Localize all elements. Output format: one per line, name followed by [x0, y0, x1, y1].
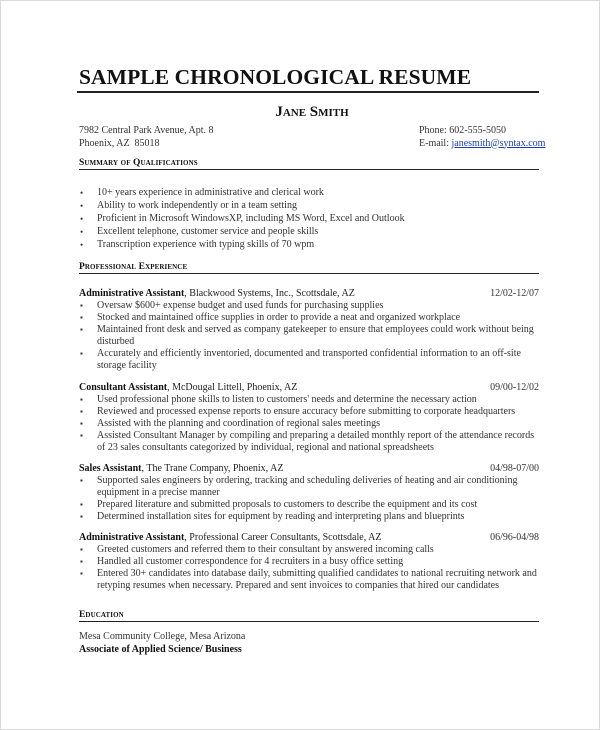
job-employer: , Blackwood Systems, Inc., Scottsdale, AZ: [184, 288, 355, 299]
job-bullet: ▪ Entered 30+ candidates into database daily, submitting qualified candidates to national recruiting network and retyping resumes when necessary. Prepared and sent invoices to companies that hired our candidates: [80, 568, 537, 591]
job-entry: [79, 531, 545, 592]
job-title: Sales Assistant: [79, 463, 142, 474]
bullet-icon: •: [80, 213, 84, 224]
phone-line: [419, 125, 545, 138]
square-bullet-icon: ▪: [80, 325, 83, 334]
job-dates: 12/02-12/07: [490, 288, 539, 299]
job-bullets: [79, 394, 545, 454]
summary-item: • Excellent telephone, customer service and people skills: [80, 225, 319, 237]
job-bullet: ▪ Maintained front desk and served as company gatekeeper to ensure that employees could work without being disturbed: [80, 324, 534, 347]
summary-item: • Transcription experience with typing skills of 70 wpm: [80, 238, 315, 250]
square-bullet-icon: ▪: [80, 545, 83, 554]
square-bullet-icon: ▪: [80, 476, 83, 485]
section-heading-experience: Professional Experience: [79, 262, 539, 274]
job-bullet: ▪ Stocked and maintained office supplies in order to provide a neat and organized workplace: [80, 312, 461, 323]
contact-block: [419, 125, 545, 150]
job-dates: 04/98-07/00: [490, 463, 539, 474]
job-bullet: ▪ Handled all customer correspondence for 4 recruiters in a busy office setting: [80, 556, 404, 567]
degree-name: Associate of Applied Science/ Business: [79, 643, 242, 655]
summary-item: • 10+ years experience in administrative and clerical work: [80, 187, 324, 198]
job-bullet: ▪ Used professional phone skills to listen to customers' needs and determine the necessary action: [80, 394, 477, 405]
job-entry: [79, 287, 545, 372]
school-name: Mesa Community College, Mesa Arizona: [79, 631, 246, 642]
education-block: [79, 631, 245, 656]
job-bullet: ▪ Prepared literature and submitted proposals to customers to describe the equipment and its cost: [80, 499, 478, 510]
job-bullet: ▪ Oversaw $600+ expense budget and used funds for purchasing supplies: [80, 300, 384, 311]
address-block: [79, 125, 214, 150]
bullet-icon: •: [80, 200, 84, 211]
square-bullet-icon: ▪: [80, 407, 83, 416]
job-bullet: ▪ Greeted customers and referred them to their consultant by answered incoming calls: [80, 544, 434, 555]
square-bullet-icon: ▪: [80, 349, 83, 358]
section-heading-education: Education: [79, 610, 539, 622]
square-bullet-icon: ▪: [80, 569, 83, 578]
phone-label: Phone:: [419, 125, 450, 136]
job-dates: 06/96-04/98: [490, 532, 539, 543]
job-header: [79, 531, 545, 544]
job-bullet: ▪ Determined installation sites for equipment by reading and interpreting plans and blueprints: [80, 511, 465, 522]
job-header: [79, 462, 545, 475]
phone-number: 602-555-5050: [449, 125, 506, 136]
job-employer: , The Trane Company, Phoenix, AZ: [141, 463, 284, 474]
square-bullet-icon: ▪: [80, 500, 83, 509]
job-employer: , Professional Career Consultants, Scottsdale, AZ: [184, 532, 382, 543]
job-bullets: [79, 300, 545, 372]
title-divider: [77, 91, 539, 93]
candidate-name: Jane Smith: [275, 104, 349, 120]
square-bullet-icon: ▪: [80, 395, 83, 404]
square-bullet-icon: ▪: [80, 301, 83, 310]
job-entry: [79, 462, 545, 523]
email-link[interactable]: janesmith@syntax.com: [451, 137, 546, 149]
square-bullet-icon: ▪: [80, 512, 83, 521]
square-bullet-icon: ▪: [80, 419, 83, 428]
job-header: [79, 381, 545, 394]
job-employer: , McDougal Littell, Phoenix, AZ: [167, 382, 298, 393]
job-bullet: ▪ Assisted with the planning and coordination of regional sales meetings: [80, 418, 380, 429]
job-header: [79, 287, 545, 300]
bullet-icon: •: [80, 226, 84, 237]
square-bullet-icon: ▪: [80, 313, 83, 322]
job-bullet: ▪ Reviewed and processed expense reports to ensure accuracy before submitting to corporate headquarters: [80, 406, 516, 417]
address-line-2: Phoenix, AZ 85018: [79, 137, 160, 149]
bullet-icon: •: [80, 239, 84, 250]
email-label: E-mail:: [419, 137, 452, 149]
square-bullet-icon: ▪: [80, 557, 83, 566]
email-line: [419, 138, 545, 151]
summary-list: [79, 187, 545, 252]
address-line-1: 7982 Central Park Avenue, Apt. 8: [79, 125, 214, 136]
square-bullet-icon: ▪: [80, 431, 83, 440]
job-bullets: [79, 475, 545, 523]
bullet-icon: •: [80, 188, 84, 198]
summary-item: • Proficient in Microsoft WindowsXP, including MS Word, Excel and Outlook: [80, 212, 405, 224]
job-bullet: ▪ Supported sales engineers by ordering, tracking and scheduling deliveries of heating and air conditioning equipment in a precise manner: [80, 475, 518, 498]
job-title: Consultant Assistant: [79, 382, 168, 393]
job-dates: 09/00-12/02: [490, 382, 539, 393]
job-bullet: ▪ Assisted Consultant Manager by compiling and preparing a detailed monthly report of the attendance records of 23 sales consultants categorized by individual, regional and national spreadsheets: [80, 430, 535, 453]
job-title: Administrative Assistant: [79, 288, 185, 299]
job-title: Administrative Assistant: [79, 532, 185, 543]
section-heading-summary: Summary of Qualifications: [79, 158, 539, 170]
job-bullet: ▪ Accurately and efficiently inventoried, documented and transported confidential information to an off-site storage facility: [80, 348, 521, 371]
job-bullets: [79, 544, 545, 592]
job-entry: [79, 381, 545, 454]
document-title: SAMPLE CHRONOLOGICAL RESUME: [79, 65, 472, 89]
summary-item: • Ability to work independently or in a team setting: [80, 199, 297, 211]
